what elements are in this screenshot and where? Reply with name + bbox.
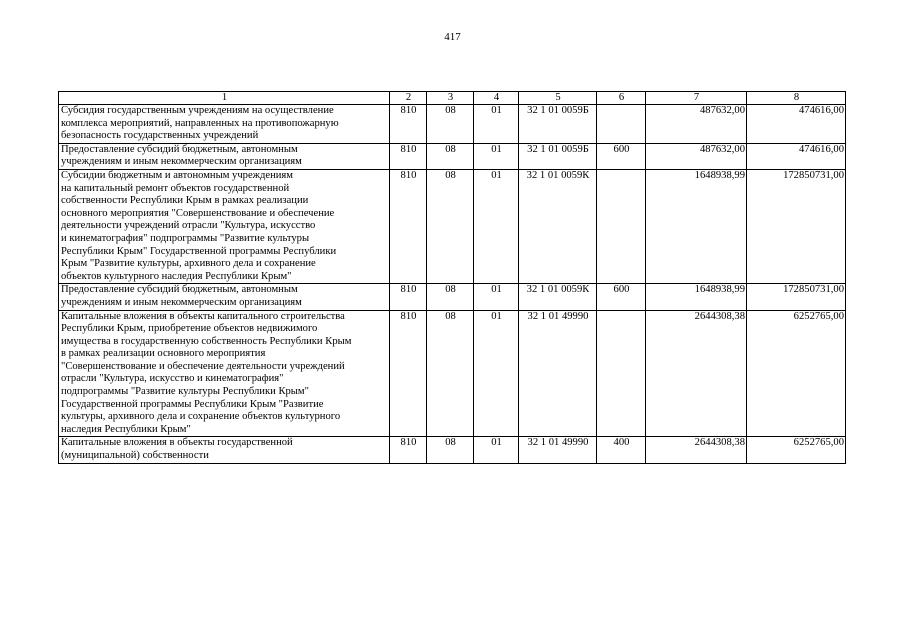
row-amount-year2: 6252765,00 <box>747 437 846 463</box>
row-target-article: 32 1 01 0059Б <box>519 105 597 144</box>
row-ministry-code: 810 <box>390 105 427 144</box>
header-col-1: 1 <box>59 92 390 105</box>
row-subsection-code: 01 <box>474 169 519 283</box>
row-subsection-code: 01 <box>474 284 519 310</box>
row-target-article: 32 1 01 49990 <box>519 437 597 463</box>
row-section-code: 08 <box>427 169 474 283</box>
row-amount-year2: 474616,00 <box>747 105 846 144</box>
header-col-6: 6 <box>597 92 646 105</box>
table-body <box>59 105 846 464</box>
row-description: Субсидии бюджетным и автономным учреждениям на капитальный ремонт объектов государственной собственности Республики Крым в рамках реализации основного мероприятия "Совершенствование и обеспечение деятельности учреждений отрасли "Культура, искусство и кинематография" подпрограммы "Развитие культуры Республики Крым" Государственной программы Республики Крым "Развитие культуры, архивного дела и сохранение объектов культурного наследия Республики Крым" <box>59 169 390 283</box>
row-amount-year2: 172850731,00 <box>747 169 846 283</box>
header-col-4: 4 <box>474 92 519 105</box>
row-section-code: 08 <box>427 105 474 144</box>
row-subsection-code: 01 <box>474 437 519 463</box>
header-col-3: 3 <box>427 92 474 105</box>
row-ministry-code: 810 <box>390 310 427 437</box>
table-row <box>59 105 846 144</box>
header-row <box>59 92 846 105</box>
row-expense-type <box>597 310 646 437</box>
row-subsection-code: 01 <box>474 105 519 144</box>
row-expense-type: 600 <box>597 284 646 310</box>
row-section-code: 08 <box>427 284 474 310</box>
row-amount-year1: 487632,00 <box>646 105 747 144</box>
budget-table <box>58 91 846 464</box>
table-row <box>59 143 846 169</box>
header-col-8: 8 <box>747 92 846 105</box>
header-col-5: 5 <box>519 92 597 105</box>
header-col-7: 7 <box>646 92 747 105</box>
row-expense-type: 400 <box>597 437 646 463</box>
header-col-2: 2 <box>390 92 427 105</box>
row-expense-type: 600 <box>597 143 646 169</box>
row-section-code: 08 <box>427 437 474 463</box>
row-description: Капитальные вложения в объекты государственной (муниципальной) собственности <box>59 437 390 463</box>
row-section-code: 08 <box>427 143 474 169</box>
table-header <box>59 92 846 105</box>
row-target-article: 32 1 01 49990 <box>519 310 597 437</box>
row-description: Предоставление субсидий бюджетным, автономным учреждениям и иным некоммерческим организациям <box>59 284 390 310</box>
row-target-article: 32 1 01 0059К <box>519 284 597 310</box>
row-ministry-code: 810 <box>390 143 427 169</box>
row-description: Предоставление субсидий бюджетным, автономным учреждениям и иным некоммерческим организациям <box>59 143 390 169</box>
table-row <box>59 310 846 437</box>
row-amount-year1: 2644308,38 <box>646 437 747 463</box>
row-expense-type <box>597 169 646 283</box>
row-description: Субсидия государственным учреждениям на осуществление комплекса мероприятий, направленных на противопожарную безопасность государственных учреждений <box>59 105 390 144</box>
table-row <box>59 284 846 310</box>
row-description: Капитальные вложения в объекты капитального строительства Республики Крым, приобретение объектов недвижимого имущества в государственную собственность Республики Крым в рамках реализации основного мероприятия "Совершенствование и обеспечение деятельности учреждений отрасли "Культура, искусство и кинематография" подпрограммы "Развитие культуры Республики Крым" Государственной программы Республики Крым "Развитие культуры, архивного дела и сохранение объектов культурного наследия Республики Крым" <box>59 310 390 437</box>
row-subsection-code: 01 <box>474 310 519 437</box>
row-section-code: 08 <box>427 310 474 437</box>
row-amount-year2: 172850731,00 <box>747 284 846 310</box>
table-row <box>59 169 846 283</box>
row-amount-year2: 474616,00 <box>747 143 846 169</box>
row-amount-year1: 2644308,38 <box>646 310 747 437</box>
row-amount-year2: 6252765,00 <box>747 310 846 437</box>
row-target-article: 32 1 01 0059Б <box>519 143 597 169</box>
row-amount-year1: 1648938,99 <box>646 284 747 310</box>
row-expense-type <box>597 105 646 144</box>
page-number: 417 <box>444 31 461 43</box>
row-target-article: 32 1 01 0059К <box>519 169 597 283</box>
row-ministry-code: 810 <box>390 284 427 310</box>
row-subsection-code: 01 <box>474 143 519 169</box>
row-amount-year1: 1648938,99 <box>646 169 747 283</box>
row-amount-year1: 487632,00 <box>646 143 747 169</box>
row-ministry-code: 810 <box>390 437 427 463</box>
table-row <box>59 437 846 463</box>
row-ministry-code: 810 <box>390 169 427 283</box>
